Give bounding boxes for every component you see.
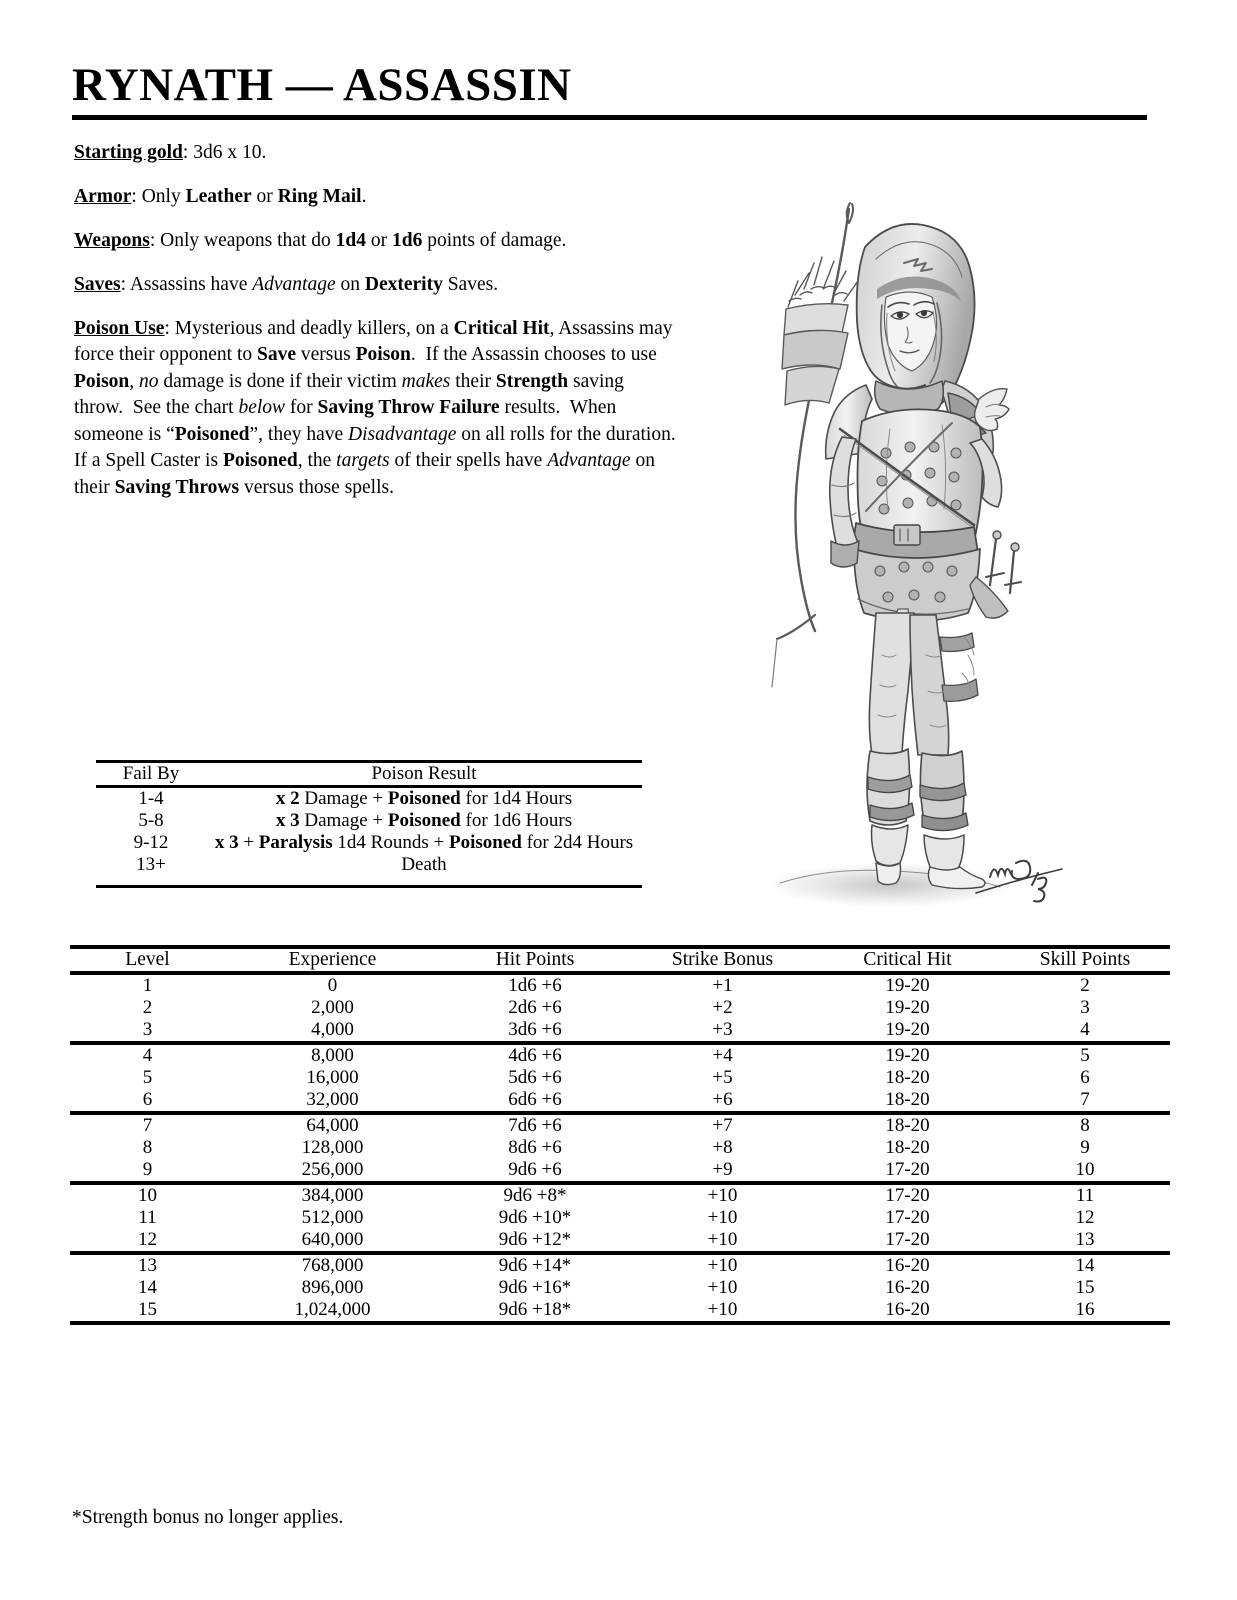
strike-bonus-value: +10 (707, 1207, 738, 1228)
rule-sep-poison-use: : (164, 317, 175, 339)
poison-result: x 2 Damage + Poisoned for 1d4 Hours (275, 788, 573, 809)
hit-points-value: 6d6 +6 (440, 1089, 630, 1113)
rule-label-starting-gold: Starting gold (74, 142, 183, 163)
title-divider (72, 115, 1147, 120)
skill-points-value: 12 (1075, 1207, 1095, 1228)
poison-fail-by: 1-4 (138, 788, 164, 809)
poison-result: x 3 + Paralysis 1d4 Rounds + Poisoned for 2d4 Hours (214, 832, 634, 853)
level-value: 2 (142, 997, 153, 1018)
skill-points-value: 2 (1080, 975, 1090, 996)
experience-value: 64,000 (306, 1115, 359, 1136)
experience-value: 8,000 (311, 1045, 354, 1066)
critical-hit-value: 18-20 (885, 1137, 930, 1158)
table-row (70, 1299, 1170, 1323)
skill-points-value: 7 (1000, 1089, 1170, 1113)
table-row (70, 1113, 1170, 1137)
skill-points-value: 8 (1080, 1115, 1090, 1136)
table-row (70, 1159, 1170, 1183)
strike-bonus-value: +10 (707, 1255, 738, 1276)
assassin-illustration (690, 185, 1150, 935)
strike-bonus-value: +3 (630, 1019, 815, 1043)
hit-points-value: 4d6 +6 (508, 1045, 562, 1066)
critical-hit-value: 17-20 (815, 1229, 1000, 1253)
rule-label-poison-use: Poison Use (74, 317, 165, 339)
table-row (70, 1067, 1170, 1089)
experience-value: 640,000 (225, 1229, 440, 1253)
skill-points-value: 16 (1000, 1299, 1170, 1323)
critical-hit-value: 16-20 (885, 1255, 930, 1276)
experience-value: 256,000 (225, 1159, 440, 1183)
level-value: 3 (70, 1019, 225, 1043)
experience-value: 0 (327, 975, 338, 996)
level-progression-table (70, 945, 1170, 1325)
hit-points-value: 9d6 +10* (498, 1207, 572, 1228)
rule-text-starting-gold: 3d6 x 10. (193, 142, 267, 163)
strike-bonus-value: +6 (630, 1089, 815, 1113)
table-footnote: *Strength bonus no longer applies. (72, 1507, 344, 1528)
skill-points-value: 10 (1000, 1159, 1170, 1183)
rule-label-armor: Armor (74, 185, 132, 207)
rule-armor (74, 184, 682, 211)
experience-value: 512,000 (301, 1207, 364, 1228)
level-value: 12 (70, 1229, 225, 1253)
poison-col-poison-result: Poison Result (206, 762, 642, 787)
rule-sep-weapons: : (149, 229, 161, 251)
table-row (70, 1089, 1170, 1113)
hit-points-value: 9d6 +14* (498, 1255, 572, 1276)
table-row (96, 854, 642, 887)
critical-hit-value: 16-20 (885, 1277, 930, 1298)
skill-points-value: 13 (1000, 1229, 1170, 1253)
level-value: 9 (70, 1159, 225, 1183)
level-value: 8 (142, 1137, 153, 1158)
critical-hit-value: 17-20 (815, 1159, 1000, 1183)
hit-points-value: 8d6 +6 (508, 1137, 562, 1158)
strike-bonus-value: +10 (707, 1277, 738, 1298)
poison-result: Death (206, 854, 642, 887)
skill-points-value: 9 (1080, 1137, 1090, 1158)
table-row (70, 1137, 1170, 1159)
hit-points-value: 5d6 +6 (508, 1067, 562, 1088)
poison-fail-by: 13+ (96, 854, 206, 887)
rule-text-poison-use: Mysterious and deadly killers, on a Critical Hit, Assassins may force their opponent to Save versus Poison. If the Assassin chooses to use Poison, no damage is done if their victim makes their Strength saving throw. See the chart below for Saving Throw Failure results. When someone is “Poisoned”, they have Disadvantage on all rolls for the duration. If a Spell Caster is Poisoned, the targets of their spells have Advantage on their Saving Throws versus those spells. (74, 317, 681, 498)
critical-hit-value: 19-20 (815, 1019, 1000, 1043)
table-row (70, 1207, 1170, 1229)
rule-saves (74, 272, 682, 299)
level-value: 4 (142, 1045, 153, 1066)
critical-hit-value: 17-20 (885, 1185, 930, 1206)
level-col-skill-points: Skill Points (1000, 947, 1170, 973)
experience-value: 896,000 (301, 1277, 364, 1298)
experience-value: 4,000 (225, 1019, 440, 1043)
hit-points-value: 9d6 +18* (440, 1299, 630, 1323)
strike-bonus-value: +5 (712, 1067, 733, 1088)
strike-bonus-value: +7 (712, 1115, 733, 1136)
rule-poison-use (74, 316, 682, 502)
skill-points-value: 6 (1080, 1067, 1090, 1088)
level-value: 14 (138, 1277, 157, 1298)
rule-text-saves: Assassins have Advantage on Dexterity Saves. (129, 273, 499, 295)
hit-points-value: 9d6 +16* (498, 1277, 572, 1298)
table-row (70, 1229, 1170, 1253)
table-row (70, 1043, 1170, 1067)
strike-bonus-value: +10 (707, 1185, 738, 1206)
level-col-experience: Experience (225, 947, 440, 973)
level-col-hit-points: Hit Points (440, 947, 630, 973)
experience-value: 32,000 (225, 1089, 440, 1113)
table-row (96, 832, 642, 854)
rule-starting-gold (74, 140, 682, 167)
skill-points-value: 4 (1000, 1019, 1170, 1043)
assassin-sketch-icon (690, 185, 1150, 935)
level-value: 13 (138, 1255, 157, 1276)
level-value: 7 (142, 1115, 153, 1136)
skill-points-value: 3 (1080, 997, 1090, 1018)
hit-points-value: 1d6 +6 (508, 975, 562, 996)
rule-text-weapons: Only weapons that do 1d4 or 1d6 points of damage. (160, 229, 567, 251)
table-row (70, 1253, 1170, 1277)
poison-result: x 3 Damage + Poisoned for 1d6 Hours (275, 810, 573, 831)
strike-bonus-value: +10 (630, 1299, 815, 1323)
hit-points-value: 3d6 +6 (440, 1019, 630, 1043)
page-title: RYNATH — ASSASSIN (72, 59, 572, 111)
level-value: 6 (70, 1089, 225, 1113)
hit-points-value: 9d6 +6 (440, 1159, 630, 1183)
table-row (70, 1277, 1170, 1299)
experience-value: 2,000 (311, 997, 354, 1018)
experience-value: 768,000 (301, 1255, 364, 1276)
table-row (96, 787, 642, 811)
table-row (70, 997, 1170, 1019)
level-value: 11 (138, 1207, 157, 1228)
rule-sep-starting-gold: : (182, 142, 194, 163)
level-value: 1 (142, 975, 153, 996)
table-row (96, 810, 642, 832)
poison-result-table (96, 760, 642, 888)
level-table-header-row (70, 947, 1170, 973)
table-row (70, 1019, 1170, 1043)
poison-table-header-row (96, 762, 642, 787)
hit-points-value: 9d6 +12* (440, 1229, 630, 1253)
rule-label-weapons: Weapons (74, 229, 150, 251)
strike-bonus-value: +1 (712, 975, 733, 996)
poison-fail-by: 5-8 (138, 810, 164, 831)
rule-text-armor: Only Leather or Ring Mail. (141, 185, 367, 207)
level-col-critical-hit: Critical Hit (815, 947, 1000, 973)
level-col-level: Level (70, 947, 225, 973)
critical-hit-value: 17-20 (885, 1207, 930, 1228)
poison-fail-by: 9-12 (133, 832, 169, 853)
level-col-strike-bonus: Strike Bonus (630, 947, 815, 973)
table-row (70, 973, 1170, 997)
skill-points-value: 11 (1075, 1185, 1095, 1206)
table-row (70, 1183, 1170, 1207)
poison-col-fail-by: Fail By (96, 762, 206, 787)
critical-hit-value: 19-20 (885, 1045, 930, 1066)
level-value: 10 (138, 1185, 157, 1206)
poison-table-body (96, 787, 642, 887)
strike-bonus-value: +10 (630, 1229, 815, 1253)
hit-points-value: 2d6 +6 (508, 997, 562, 1018)
skill-points-value: 15 (1075, 1277, 1095, 1298)
rule-label-saves: Saves (74, 273, 121, 295)
skill-points-value: 5 (1080, 1045, 1090, 1066)
level-value: 15 (70, 1299, 225, 1323)
strike-bonus-value: +9 (630, 1159, 815, 1183)
rule-sep-saves: : (120, 273, 130, 295)
rule-sep-armor: : (131, 185, 142, 207)
critical-hit-value: 19-20 (885, 997, 930, 1018)
experience-value: 384,000 (301, 1185, 364, 1206)
experience-value: 128,000 (301, 1137, 364, 1158)
critical-hit-value: 16-20 (815, 1299, 1000, 1323)
critical-hit-value: 18-20 (885, 1067, 930, 1088)
strike-bonus-value: +2 (712, 997, 733, 1018)
hit-points-value: 7d6 +6 (508, 1115, 562, 1136)
strike-bonus-value: +8 (712, 1137, 733, 1158)
experience-value: 1,024,000 (225, 1299, 440, 1323)
title-block (72, 59, 1147, 120)
critical-hit-value: 19-20 (885, 975, 930, 996)
rule-weapons (74, 228, 682, 255)
level-table-body (70, 973, 1170, 1323)
strike-bonus-value: +4 (712, 1045, 733, 1066)
critical-hit-value: 18-20 (815, 1089, 1000, 1113)
level-value: 5 (142, 1067, 153, 1088)
hit-points-value: 9d6 +8* (503, 1185, 567, 1206)
critical-hit-value: 18-20 (885, 1115, 930, 1136)
skill-points-value: 14 (1075, 1255, 1095, 1276)
class-rules (74, 140, 682, 501)
experience-value: 16,000 (306, 1067, 359, 1088)
